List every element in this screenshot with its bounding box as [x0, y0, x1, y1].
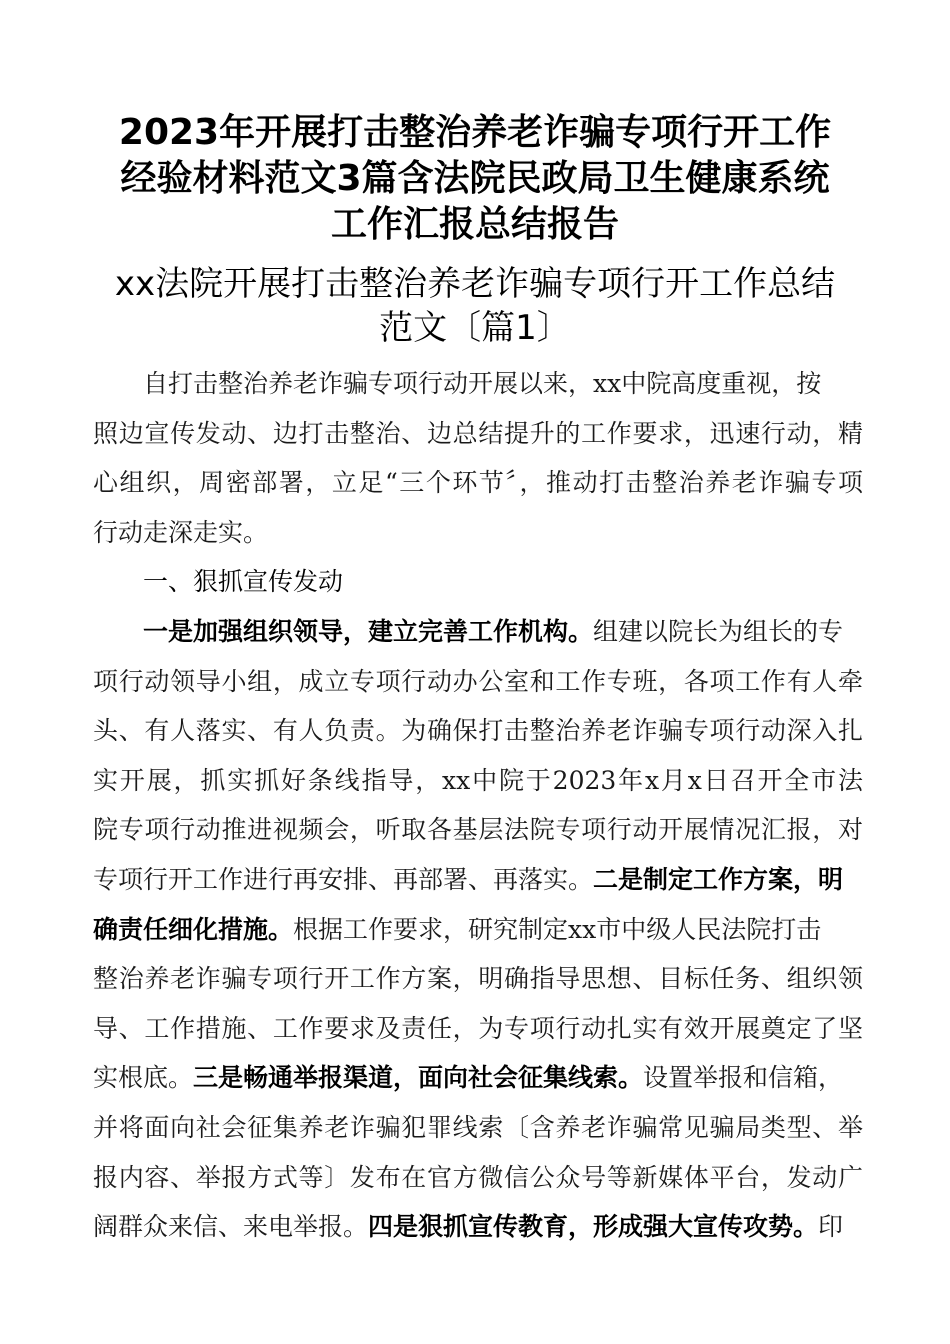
paragraph-line-9: 导、工作措施、工作要求及责任，为专项行动扎实有效开展奠定了坚: [93, 1013, 863, 1043]
bold-phrase: 一是加强组织领导，建立完善工作机构。: [143, 616, 594, 646]
paragraph-line-7: [93, 905, 863, 955]
bold-phrase: 二是制定工作方案，明: [593, 864, 844, 894]
section-heading: 一、狠抓宣传发动: [143, 567, 344, 597]
document-body: [93, 359, 863, 1252]
document-main-title: [60, 110, 890, 248]
paragraph-line-11: 并将面向社会征集养老诈骗犯罪线索〔含养老诈骗常见骗局类型、举: [93, 1112, 863, 1142]
paragraph-text: 阔群众来信、来电举报。: [93, 1212, 369, 1242]
bold-phrase: 四是狠抓宣传教育，形成强大宣传攻势。: [368, 1212, 819, 1242]
paragraph-line-10: [93, 1053, 863, 1103]
bold-phrase: 三是畅通举报渠道，面向社会征集线索。: [193, 1063, 644, 1093]
document-subtitle: [60, 262, 890, 350]
paragraph-line-6: [93, 855, 863, 905]
intro-line-2: 照边宣传发动、边打击整治、边总结提升的工作要求，迅速行动，精: [93, 418, 863, 448]
paragraph-line-12: 报内容、举报方式等〕发布在官方微信公众号等新媒体平台，发动广: [93, 1162, 863, 1192]
main-title-line-3: 工作汇报总结报告: [330, 204, 619, 245]
paragraph-line-2: 项行动领导小组，成立专项行动办公室和工作专班，各项工作有人牵: [93, 666, 863, 696]
paragraph-text: 设置举报和信箱，: [643, 1063, 844, 1093]
paragraph-text: 实根底。: [93, 1063, 194, 1093]
intro-line-1: 自打击整治养老诈骗专项行动开展以来，xx中院高度重视，按: [143, 369, 822, 398]
paragraph-line-1: [93, 607, 863, 657]
paragraph-text: 组建以院长为组长的专: [593, 616, 844, 646]
paragraph-text: 根据工作要求，研究制定xx市中级人民法院打击: [293, 914, 822, 944]
paragraph-text: 印: [818, 1212, 844, 1242]
paragraph-line-8: 整治养老诈骗专项行开工作方案，明确指导思想、目标任务、组织领: [93, 964, 863, 994]
paragraph-line-13: [93, 1202, 863, 1252]
subtitle-line-2: 范文〔篇1〕: [379, 308, 571, 348]
intro-line-3: 心组织，周密部署，立足“三个环节〞，推动打击整治养老诈骗专项: [93, 468, 863, 498]
main-title-line-1: 2023年开展打击整治养老诈骗专项行开工作: [118, 112, 832, 153]
intro-line-4: 行动走深走实。: [93, 517, 269, 547]
paragraph-line-3: 头、有人落实、有人负责。为确保打击整治养老诈骗专项行动深入扎: [93, 716, 863, 746]
paragraph-line-4: 实开展，抓实抓好条线指导，xx中院于2023年x月x日召开全市法: [93, 765, 863, 795]
bold-phrase: 确责任细化措施。: [93, 914, 294, 944]
main-title-line-2: 经验材料范文3篇含法院民政局卫生健康系统: [120, 158, 830, 199]
paragraph-text: 专项行开工作进行再安排、再部署、再落实。: [93, 864, 594, 894]
paragraph-line-5: 院专项行动推进视频会，听取各基层法院专项行动开展情况汇报，对: [93, 815, 863, 845]
subtitle-line-1: xx法院开展打击整治养老诈骗专项行开工作总结: [114, 264, 836, 304]
